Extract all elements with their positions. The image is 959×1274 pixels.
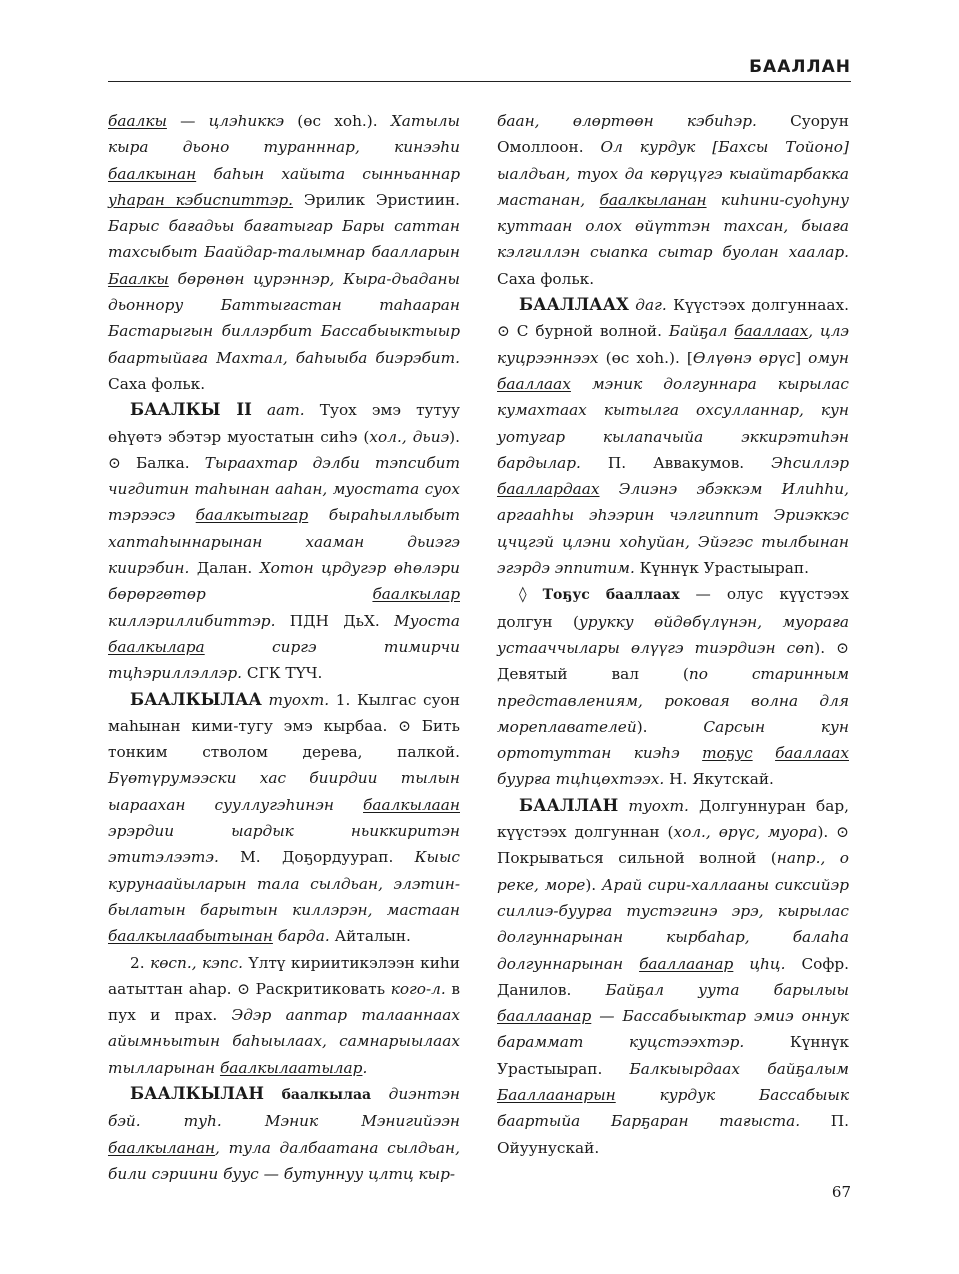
dash: —	[166, 112, 209, 130]
example-text: баhын хайыта сынньаннар	[196, 164, 460, 183]
example-text: Байҕал уута барылыы	[605, 980, 849, 999]
definition: Үлтү кириитикэлээн киhи аатыттан аhар. ⊙ Раскритиковать	[108, 953, 460, 998]
example-text: цhц.	[733, 954, 786, 973]
example-text: Балкыырдаах байҕалым	[629, 1059, 849, 1078]
citation: Эрилик Эристиин.	[293, 190, 461, 209]
idiom-phrase: Тоҕус бааллаах	[542, 587, 680, 604]
headword: БААЛКЫЛАН	[130, 1083, 265, 1103]
example-word: бааллаах	[734, 322, 809, 341]
pos-label: даг.	[635, 296, 667, 315]
headword: БААЛКЫ II	[130, 400, 252, 420]
example-text: Муоста	[394, 611, 460, 630]
example-word: баалкылаатылар	[219, 1058, 363, 1077]
entry-baalkylaa	[108, 687, 460, 950]
citation: Н. Якутскай.	[664, 770, 774, 789]
example-text: быраhыллыбыт хаптаhыннарынан хааман дьиэгэ киирэбин.	[108, 506, 460, 578]
entry-continuation	[108, 108, 460, 397]
pos-label: туохт.	[268, 690, 330, 709]
example-text: Ол курдук [Бахсы Тойоно] ыалдьан, туох да көрүцүгэ кыайтарбакка мастанан,	[497, 138, 849, 209]
running-headword: БААЛЛАН	[749, 57, 851, 77]
header-rule	[108, 81, 851, 82]
source-note: (өс хоh.). [	[598, 348, 693, 367]
example-word: баалкыланан	[108, 1138, 216, 1157]
definition: Долгуннуран бар, күүстээх долгуннан (	[497, 796, 849, 842]
citation: Саха фольк.	[497, 269, 595, 288]
example-text: Элиэнэ эбэккэм Илиhhи, аргааhhы эhээрин чэлгиппит Эриэккэс цчцгэй цлэни хоhуйан, Эйэгэс тылбынан эгэрдэ эппитим.	[497, 480, 849, 578]
derivation-note: диэнтэн бэй. туh.	[108, 1084, 460, 1131]
definition-note: урукку өйдөбүлүнэн, муораға устааччылары өлүүгэ тиэрдиэн сөп	[497, 612, 849, 657]
usage-label: көсп., кэпс.	[150, 953, 244, 972]
example-text: Бүөтүрумээски хас биирдии тылын ыараахан сууллугэhинэн	[108, 769, 460, 814]
example-text: Эдэр аaптар талааннаах айымньытын баhыылаах, самнарыылаах тылларынан	[108, 1006, 460, 1077]
citation: Саха фольк.	[108, 374, 206, 393]
citation: СГК ТҮЧ.	[242, 664, 323, 683]
entry-baallan: БААЛЛАН туохт. Долгуннуран бар, күүстээх долгуннан (хол., өрүс, муора). ⊙ Покрываться сильной волной (напр., о реке, море). Арай сири-халлааны сиксийэр силлиэ-буурға тустэгинэ эрэ, кырылас долгуннарынан кырбаhар, балаhа долгуннарынан бааллаaнар цhц. Софр. Данилов. Байҕал уута барылыы бааллаaнар — Бассабыыктар эмиэ оннук бараммат куцстээхтэр. Күннүк Урастыырап. Балкыырдаах байҕалым Бааллаaнарын курдук Бассабыык баартыйа Барҕаран тағыста. П. Ойуунускай.	[497, 795, 849, 1157]
example-word: баалкынан	[108, 164, 197, 183]
citation: Софр. Данилов.	[497, 954, 849, 999]
right-column	[497, 108, 849, 1161]
citation: Далан.	[189, 559, 260, 578]
example-word: баалкы	[108, 112, 167, 130]
example-text: барда.	[272, 927, 330, 946]
example-text: киhини-суоhуну куттаан олох өйүттэн тахсан, быаға кэлгиллэн сыапка сытар буолан хаалар.	[497, 190, 849, 262]
definition: 1. Кылгас суон маhынан кими-тугу эмэ кырбаа. ⊙ Бить тонким стволом дерева, палкой.	[108, 690, 460, 762]
example-text: Сарсын кун ортотуттан киэhэ	[497, 717, 849, 763]
citation: П. Ойуунускай.	[497, 1112, 849, 1157]
translation: ). ⊙ Балка.	[108, 427, 460, 472]
idiom-marker: ◊	[519, 585, 543, 604]
pos-label: туохт.	[628, 796, 689, 815]
example-text: — Бассабыыктар эмиэ оннук бараммат куцстээхтэр.	[497, 1007, 849, 1052]
translation-note: напр., о реке, море	[497, 849, 849, 894]
example-text: эрэрдии ыардык ньиккиритэн этитэлээтэ.	[108, 822, 460, 867]
example-word: тоҕус	[702, 744, 753, 763]
example-text: Арай сири-халлааны сиксийэр силлиэ-буурға тустэгинэ эрэ, кырылас долгуннарынан кырбаhар, балаhа долгуннарынан	[497, 875, 849, 973]
translation-note: по старинным представлениям, роковая волна для мореплавателей	[497, 665, 849, 736]
example-word: бааллаах	[775, 744, 849, 763]
example-text: хол., дьиэ	[369, 427, 450, 446]
example-word: Бааллаaнарын	[497, 1085, 616, 1104]
headword: БААЛЛААХ	[519, 295, 629, 315]
definition: Күүстээх долгуннаах. ⊙ С бурной волной.	[497, 296, 849, 341]
example-word: баалкылар	[372, 585, 460, 604]
left-column	[108, 108, 460, 1187]
entry-baalkylaa-sense-2: 2. көсп., кэпс. Үлтү кириитикэлээн киhи аатыттан аhар. ⊙ Раскритиковать кого-л. в пух и прах. Эдэр аaптар талааннаах айымньытын баhыылаах, самнарыылаах тылларынан баалкылаатылар.	[108, 953, 460, 1077]
page-number: 67	[831, 1183, 851, 1201]
example-text: Хотон црдугэр өhөлэри бөрөргөтөр	[108, 559, 460, 604]
example-word: бааллаах	[497, 374, 571, 393]
example-word: баалкытыгар	[195, 506, 309, 525]
definition-note: хол., өрүс, муора	[673, 823, 818, 842]
example-text: цлэhиккэ	[208, 112, 285, 130]
example-text: Мэник Мэнигийээн	[264, 1112, 460, 1131]
citation: Күннүк Урастыырап.	[497, 1033, 849, 1078]
example-text: буурға тцhцөхтээх.	[497, 770, 665, 789]
citation: Айталын.	[329, 927, 411, 946]
translation: в пух и прах.	[108, 979, 460, 1025]
translation: ). ⊙ Девятый вал (	[497, 638, 849, 684]
example-text: киллэриллибиттэр.	[108, 611, 276, 630]
example-word: уhаран кэбиспиттэр.	[108, 190, 294, 209]
citation: Күннүк Урастыырап.	[634, 559, 809, 578]
example-text: Өлүөнэ өрүс	[692, 348, 796, 367]
source-note: (өс хоh.).	[284, 112, 391, 130]
pos-label: аат.	[267, 401, 305, 420]
example-word: баалкылаабытынан	[108, 927, 273, 946]
entry-baalky-ii	[108, 397, 460, 686]
translation-note: кого-л.	[390, 979, 446, 998]
example-text: баан, өлөртөөн кэбиhэр.	[497, 112, 757, 130]
citation: П. Аввакумов.	[580, 453, 772, 472]
example-word: бааллаaнар	[497, 1007, 592, 1026]
example-word: бааллардаах	[497, 480, 600, 499]
headword: БААЛКЫЛАА	[130, 689, 262, 709]
example-word: баалкылара	[108, 637, 205, 656]
example-text: , тула далбаатана сылдьан, били сэриини буус — бутуннуу цлтц кыр-	[108, 1138, 460, 1183]
entry-baalkylan	[108, 1081, 460, 1187]
example-word: баалкыланан	[599, 190, 707, 209]
example-text: Барыс бағадьы бағатыгар Бары саттан тахсыбыт Баайдар-талымнар бааллaрын	[108, 217, 460, 262]
example-word: Баалкы	[108, 269, 169, 288]
translation: ). ⊙ Покрываться сильной волной (	[497, 823, 849, 868]
idiom-togus-baallaax: ◊ Тоҕус бааллаах — олус күүстээх долгун (урукку өйдөбүлүнэн, муораға устааччылары өлүүгэ тиэрдиэн сөп). ⊙ Девятый вал (по старинным представлениям, роковая волна для мореплавателей). Сарсын кун ортотуттан киэhэ тоҕус бааллаах буурға тцhцөхтээх. Н. Якутскай.	[497, 585, 849, 789]
example-text: бөрөнөн цурэннэр, Кыра-дьаданы дьоннору Баттыгастан таhааран Бастарыгын биллэрбит Бассабыыктыыр баартыйаға Махтал, баhыыба биэрэбит.	[108, 269, 460, 367]
headword: БААЛЛАН	[519, 795, 619, 815]
example-word: баалкылаан	[363, 795, 460, 814]
base-word: баалкылаа	[281, 1086, 372, 1103]
example-text: Хатылы кыра дьоно туранннар, кинээhи	[108, 112, 460, 157]
entry-baallaax: БААЛЛААХ даг. Күүстээх долгуннаах. ⊙ С бурной волной. Байҕал бааллаах, цлэ куцрээннээх (өс хоh.). [Өлүөнэ өрүс] омун бааллаах мэник долгуннара кырылас кумахтаах кытылга охсулланнар, кун уотугар кылапачыйа эккирэтиhэн бардылар. П. Аввакумов. Эhсиллэр бааллардаах Элиэнэ эбэккэм Илиhhи, аргааhhы эhээрин чэлгиппит Эриэккэс цчцгэй цлэни хоhуйан, Эйэгэс тылбынан эгэрдэ эппитим. Күннүк Урастыырап.	[497, 295, 849, 578]
example-text: мэник долгуннара кырылас кумахтаах кытылга охсулланнар, кун уотугар кылапачыйа эккирэтиhэн бардылар.	[497, 374, 849, 472]
example-text: Байҕал	[668, 322, 735, 341]
citation: Суорун Омоллоон.	[497, 112, 849, 157]
sense-number: 2.	[130, 953, 151, 972]
citation: М. Доҕордуурап.	[218, 848, 415, 867]
example-text: Тыраахтар дэлби тэпсибит чигдитин таhынан ааhан, муостата суох тэрээсэ	[108, 453, 460, 525]
entry-continuation	[497, 108, 849, 292]
example-text: омун	[808, 348, 849, 367]
example-text: сиргэ тимирчи тцhэриллэллэр.	[108, 637, 460, 683]
example-text: , цлэ куцрээннээх	[497, 322, 849, 367]
example-text: Кыыс курунаайыларын тала сылдьан, элэтин-былатын барытын киллэрэн, мастаан	[108, 848, 460, 919]
citation: ПДН ДьХ.	[275, 611, 395, 630]
example-word: бааллаaнар	[639, 954, 734, 973]
definition: олус күүстээх долгун (	[497, 585, 849, 631]
example-text: курдук Бассабыык баартыйа Барҕаран тағыста.	[497, 1085, 849, 1131]
example-text: Эhсиллэр	[771, 453, 849, 472]
definition: Туох эмэ тутуу өhүөтэ эбэтэр муостатын сиhэ (	[108, 401, 460, 446]
